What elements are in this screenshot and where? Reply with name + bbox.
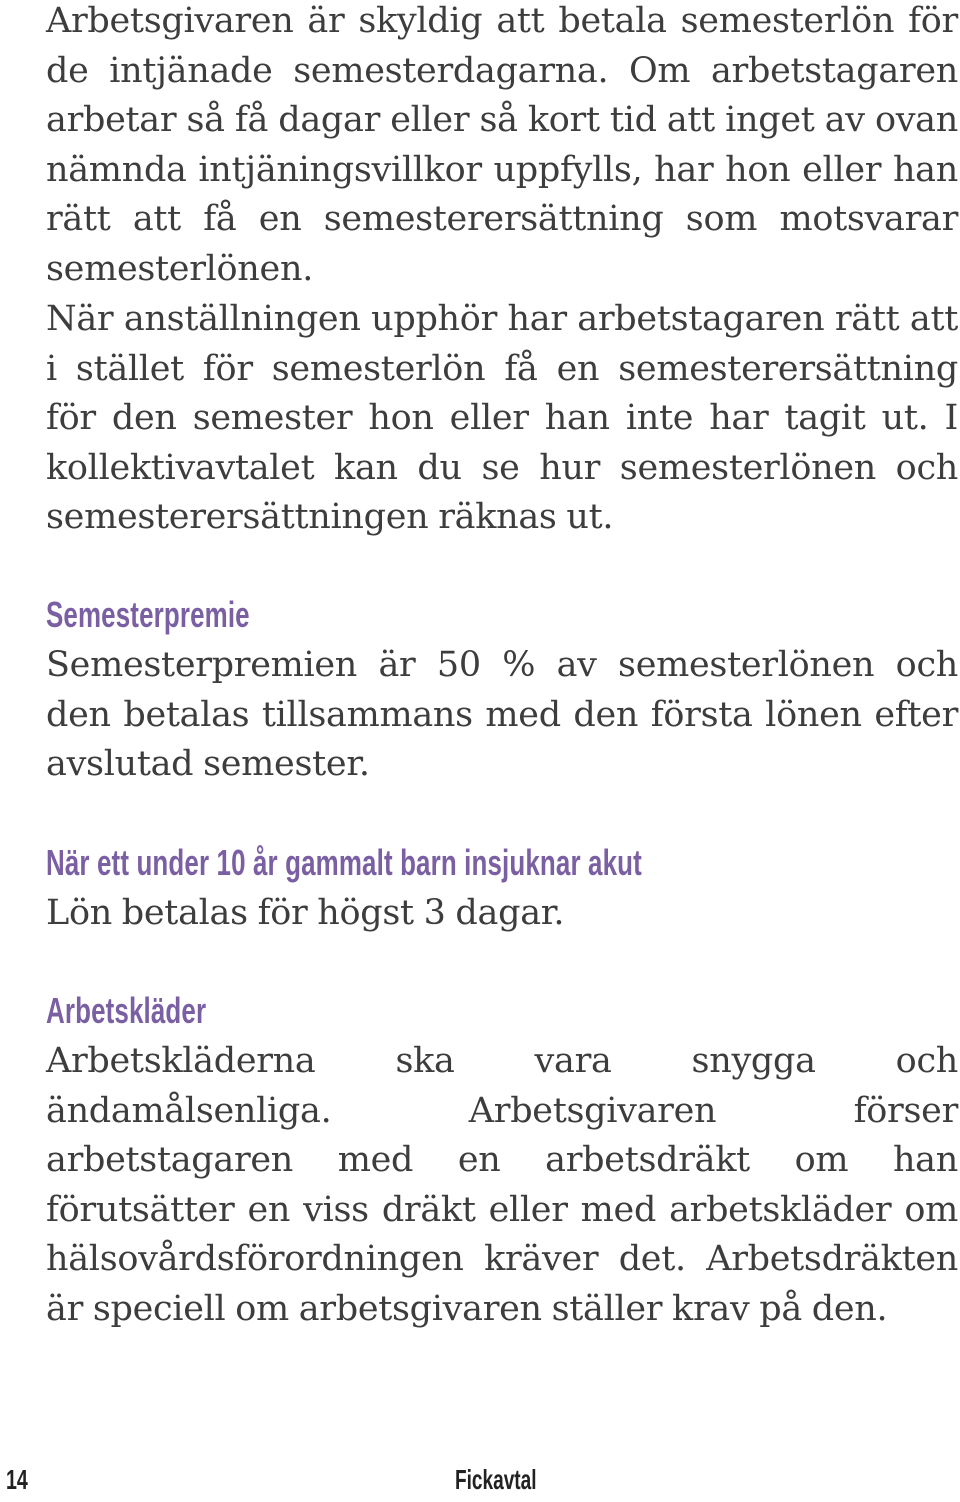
paragraph-work-clothes: Arbetskläderna ska vara snygga och ändamålsenliga. Arbetsgivaren förser arbetstagaren med en arbetsdräkt om han förutsätter en viss dräkt eller med arbetskläder om hälsovårdsförordningen kräver det. Arbetsdräkten är speciell om arbetsgivaren ställer krav på den. (46, 1041, 958, 1329)
publication-title: Fickavtal (455, 1464, 537, 1495)
paragraph-intro: Arbetsgivaren är skyldig att betala semesterlön för de intjänade semesterdagarna. Om arbetstagaren arbetar så få dagar eller så kort tid att inget av ovan nämnda intjäningsvillkor uppfylls, har hon eller han rätt att få en semesterersättning som motsvarar semesterlönen. (46, 1, 958, 289)
paragraph-termination: När anställningen upphör har arbetstagaren rätt att i stället för semesterlön få en semesterersättning för den semester hon eller han inte har tagit ut. I kollektivavtalet kan du se hur semesterlönen och semesterersättningen räknas ut. (46, 299, 958, 537)
paragraph-semesterpremie: Semesterpremien är 50 % av semesterlönen och den betalas tillsammans med den första lönen efter avslutad semester. (46, 645, 958, 784)
heading-work-clothes: Arbetskläder (46, 990, 207, 1031)
heading-semesterpremie: Semesterpremie (46, 594, 250, 635)
heading-sick-child: När ett under 10 år gammalt barn insjuknar akut (46, 842, 642, 883)
page-number: 14 (6, 1464, 28, 1495)
paragraph-sick-child: Lön betalas för högst 3 dagar. (46, 893, 565, 933)
